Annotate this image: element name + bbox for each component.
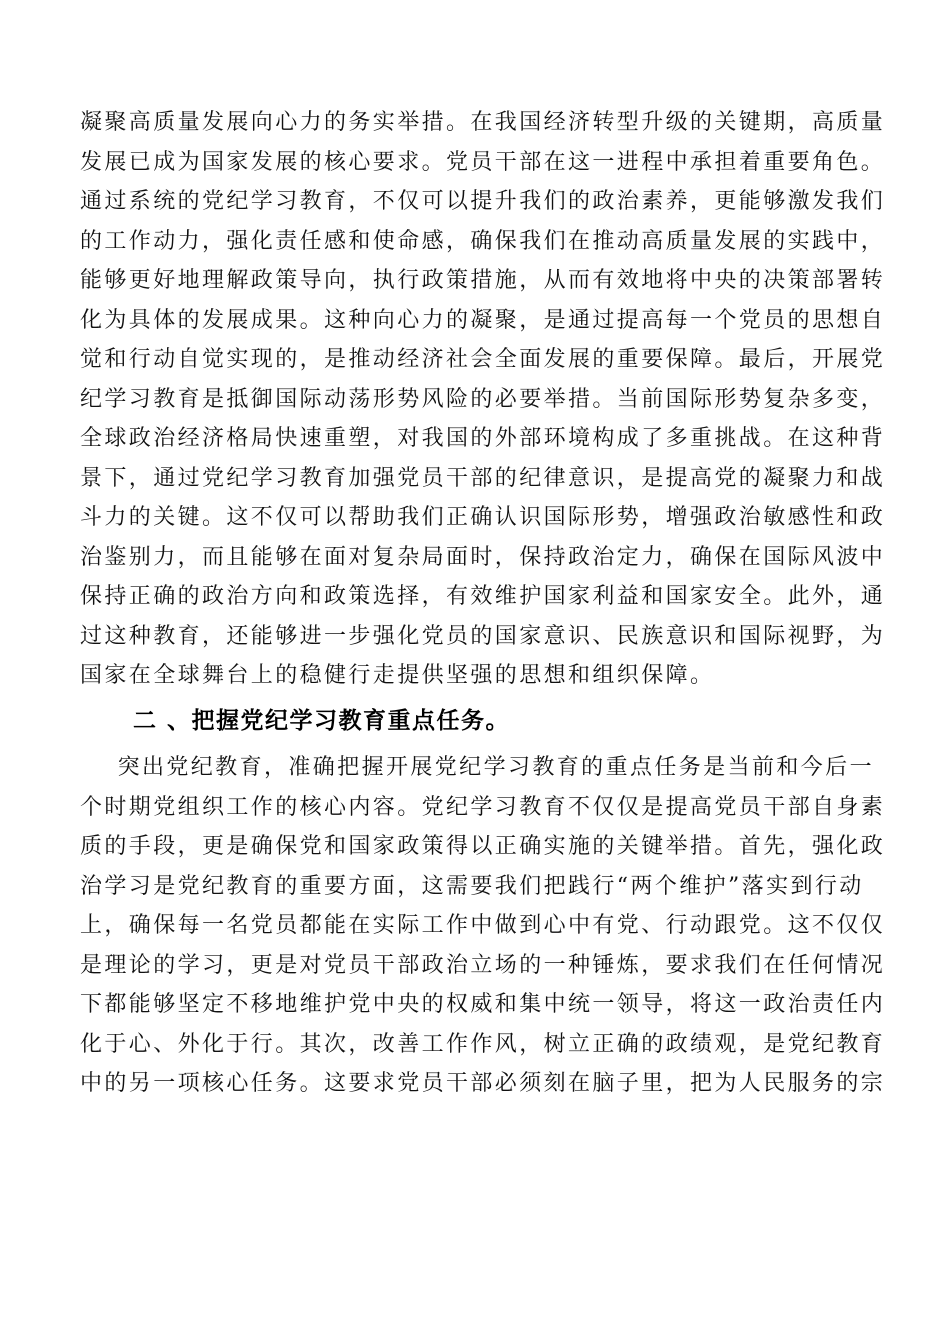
text-line: 化为具体的发展成果。这种向心力的凝聚，是通过提高每一个党员的思想自: [80, 307, 886, 333]
text-line: 斗力的关键。这不仅可以帮助我们正确认识国际形势，增强政治敏感性和政: [80, 505, 886, 530]
text-line: 突出党纪教育，准确把握开展党纪学习教育的重点任务是当前和今后一: [80, 755, 874, 780]
text-line: 能够更好地理解政策导向，执行政策措施，从而有效地将中央的决策部署转: [80, 268, 886, 293]
text-line: 觉和行动自觉实现的，是推动经济社会全面发展的重要保障。最后，开展党: [80, 347, 886, 372]
text-line: 化于心、外化于行。其次，改善工作作风，树立正确的政绩观，是党纪教育: [80, 1031, 886, 1057]
text-line: 治学习是党纪教育的重要方面，这需要我们把践行“两个维护”落实到行动: [80, 873, 864, 899]
text-line: 通过系统的党纪学习教育，不仅可以提升我们的政治素养，更能够激发我们: [80, 189, 886, 214]
text-line: 的工作动力，强化责任感和使命感，确保我们在推动高质量发展的实践中，: [80, 228, 886, 254]
text-line: 过这种教育，还能够进一步强化党员的国家意识、民族意识和国际视野，为: [80, 623, 886, 649]
text-line: 景下，通过党纪学习教育加强党员干部的纪律意识，是提高党的凝聚力和战: [80, 465, 886, 491]
text-line: 国家在全球舞台上的稳健行走提供坚强的思想和组织保障。: [80, 663, 715, 688]
section-heading: 二 、把握党纪学习教育重点任务。: [133, 708, 511, 734]
text-line: 上，确保每一名党员都能在实际工作中做到心中有党、行动跟党。这不仅仅: [80, 913, 886, 938]
text-line: 凝聚高质量发展向心力的务实举措。在我国经济转型升级的关键期，高质量: [80, 110, 886, 135]
paragraph-key-tasks: [80, 748, 886, 1104]
text-line: 治鉴别力，而且能够在面对复杂局面时，保持政治定力，确保在国际风波中: [80, 544, 886, 570]
text-line: 质的手段，更是确保党和国家政策得以正确实施的关键举措。首先，强化政: [80, 834, 886, 859]
text-line: 是理论的学习，更是对党员干部政治立场的一种锤炼，要求我们在任何情况: [80, 952, 886, 978]
text-line: 中的另一项核心任务。这要求党员干部必须刻在脑子里，把为人民服务的宗: [80, 1071, 886, 1096]
text-line: 发展已成为国家发展的核心要求。党员干部在这一进程中承担着重要角色。: [80, 149, 886, 175]
text-line: 下都能够坚定不移地维护党中央的权威和集中统一领导，将这一政治责任内: [80, 992, 886, 1017]
text-line: 全球政治经济格局快速重塑，对我国的外部环境构成了多重挑战。在这种背: [80, 426, 886, 451]
text-line: 保持正确的政治方向和政策选择，有效维护国家利益和国家安全。此外，通: [80, 584, 886, 609]
text-line: 纪学习教育是抵御国际动荡形势风险的必要举措。当前国际形势复杂多变，: [80, 386, 886, 412]
paragraph-continuation: [80, 103, 886, 696]
text-line: 个时期党组织工作的核心内容。党纪学习教育不仅仅是提高党员干部自身素: [80, 794, 886, 820]
